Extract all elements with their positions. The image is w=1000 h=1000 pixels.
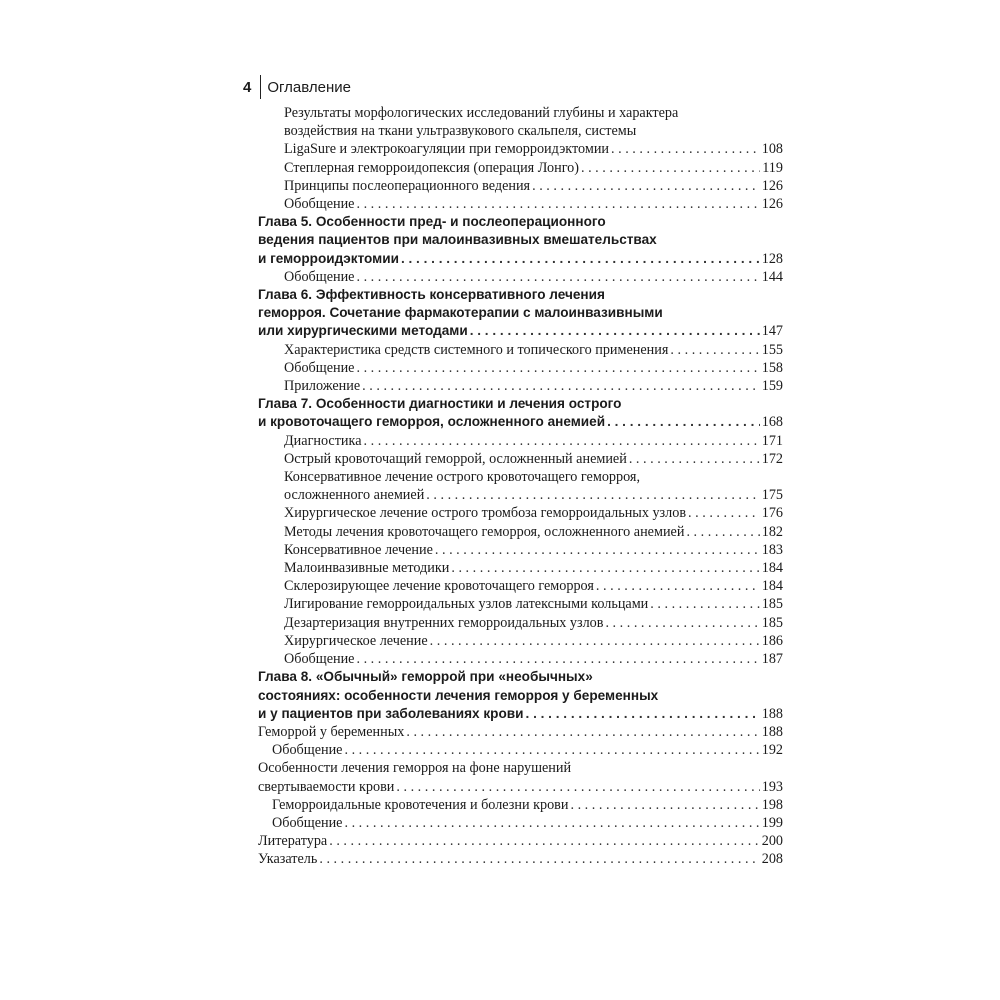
toc-page-number: 200 [761,833,783,850]
toc-entry [258,832,783,850]
toc-page-number: 199 [761,814,783,831]
dot-leader [435,541,760,559]
toc-entry [258,632,783,650]
dot-leader [688,504,760,522]
toc-page-number: 147 [761,323,783,340]
toc-page-number: 192 [761,742,783,759]
toc-entry [258,523,783,541]
toc-page-number: 188 [761,723,783,740]
toc-page-number: 185 [761,596,783,613]
toc-page-number: 126 [761,196,783,213]
toc-page-number: 184 [761,560,783,577]
toc-entry-title-line: Указатель [258,851,318,868]
toc-entry-title-line: Хирургическое лечение [284,632,428,649]
toc-entry-title-line: Степлерная геморроидопексия (операция Лонго) [284,159,579,176]
toc-page-number: 108 [761,141,783,158]
toc-entry [258,104,783,159]
toc-entry-title-line: Обобщение [284,268,355,285]
dot-leader [426,486,759,504]
toc-page-number: 119 [762,159,783,176]
dot-leader [570,796,759,814]
toc-entry-title-line: Геморрой у беременных [258,723,405,740]
toc-entry [258,850,783,868]
toc-entry [258,268,783,286]
dot-leader [605,614,759,632]
dot-leader [430,632,760,650]
toc-entry-title-line: Глава 8. «Обычный» геморрой при «необычных» [258,669,593,685]
toc-entry-title-line: Обобщение [284,196,355,213]
toc-entry-title-line: Обобщение [284,359,355,376]
dot-leader [470,322,760,340]
toc-entry-title-line: Литература [258,833,328,850]
toc-entry-title-line: и кровоточащего геморроя, осложненного анемией [258,414,606,430]
toc-entry-title-line: Обобщение [272,814,343,831]
toc-entry-title-line: Склерозирующее лечение кровоточащего геморроя [284,578,594,595]
dot-leader [629,450,760,468]
toc-page-number: 193 [761,778,783,795]
toc-page-number: 175 [761,487,783,504]
toc-entry-title-line: Острый кровоточащий геморрой, осложненный анемией [284,450,627,467]
toc-page-number: 172 [761,450,783,467]
toc-entry [258,650,783,668]
toc-page-number: 155 [761,341,783,358]
dot-leader [362,377,760,395]
toc-entry-title-line: Диагностика [284,432,362,449]
toc-entry [258,577,783,595]
toc-entry [258,359,783,377]
toc-entry [258,595,783,613]
toc-page-number: 185 [761,614,783,631]
toc-entry [258,341,783,359]
page-number: 4 [243,78,252,96]
toc-entry-title-line: и у пациентов при заболеваниях крови [258,705,524,721]
dot-leader [581,159,760,177]
dot-leader [596,577,760,595]
toc-entry-title-line: воздействия на ткани ультразвукового скальпеля, системы [284,123,637,140]
dot-leader [344,741,759,759]
toc-page-number: 208 [761,851,783,868]
dot-leader [686,523,759,541]
dot-leader [356,359,759,377]
toc-entry-title-line: Дезартеризация внутренних геморроидальных узлов [284,614,604,631]
toc-page-number: 187 [761,651,783,668]
toc-entry [258,559,783,577]
dot-leader [406,723,759,741]
dot-leader [607,413,760,431]
toc-entry-title-line: Глава 5. Особенности пред- и послеоперационного [258,214,606,230]
running-header [243,74,351,100]
toc-page-number: 198 [761,796,783,813]
toc-entry-title-line: Методы лечения кровоточащего геморроя, осложненного анемией [284,523,685,540]
toc-entry-title-line: Геморроидальные кровотечения и болезни крови [272,796,569,813]
dot-leader [356,195,759,213]
toc-entry-title-line: геморроя. Сочетание фармакотерапии с малоинвазивными [258,305,663,321]
table-of-contents [258,104,783,869]
toc-entry-title-line: Малоинвазивные методики [284,560,450,577]
dot-leader [356,268,759,286]
toc-entry [258,432,783,450]
toc-entry [258,741,783,759]
toc-entry [258,159,783,177]
toc-page-number: 128 [761,250,783,267]
toc-entry-title-line: или хирургическими методами [258,323,468,339]
toc-entry-title-line: Глава 6. Эффективность консервативного лечения [258,287,605,303]
toc-chapter-entry [258,286,783,341]
toc-chapter-entry [258,213,783,268]
toc-entry-title-line: свертываемости крови [258,778,395,795]
toc-entry-title-line: Приложение [284,378,361,395]
toc-page-number: 171 [761,432,783,449]
toc-page-number: 158 [761,359,783,376]
toc-page-number: 184 [761,578,783,595]
toc-page-number: 183 [761,541,783,558]
toc-entry-title-line: Особенности лечения геморроя на фоне нарушений [258,760,572,777]
toc-entry [258,541,783,559]
toc-entry-title-line: Консервативное лечение острого кровоточащего геморроя, [284,469,641,486]
dot-leader [319,850,759,868]
dot-leader [650,595,759,613]
toc-entry [258,377,783,395]
toc-chapter-entry [258,395,783,431]
toc-entry [258,723,783,741]
toc-entry-title-line: Результаты морфологических исследований глубины и характера [284,105,679,121]
dot-leader [356,650,759,668]
toc-page-number: 186 [761,632,783,649]
toc-page-number: 159 [761,378,783,395]
toc-entry-title-line: и геморроидэктомии [258,250,399,266]
toc-entry [258,759,783,795]
toc-entry-title-line: Лигирование геморроидальных узлов латексными кольцами [284,596,649,613]
dot-leader [364,432,760,450]
toc-entry-title-line: состояниях: особенности лечения геморроя у беременных [258,687,659,703]
dot-leader [670,341,759,359]
toc-page-number: 144 [761,268,783,285]
toc-entry-title-line: LigaSure и электрокоагуляции при геморроидэктомии [284,141,610,158]
toc-entry [258,195,783,213]
toc-entry [258,504,783,522]
dot-leader [526,705,760,723]
toc-entry [258,468,783,504]
dot-leader [451,559,759,577]
toc-chapter-entry [258,668,783,723]
dot-leader [344,814,759,832]
toc-entry [258,814,783,832]
toc-entry-title-line: Характеристика средств системного и топического применения [284,341,669,358]
running-title: Оглавление [267,78,351,96]
toc-entry [258,177,783,195]
dot-leader [396,778,759,796]
toc-entry-title-line: Глава 7. Особенности диагностики и лечения острого [258,396,622,412]
toc-entry [258,796,783,814]
toc-entry-title-line: Хирургическое лечение острого тромбоза геморроидальных узлов [284,505,687,522]
toc-entry-title-line: ведения пациентов при малоинвазивных вмешательствах [258,232,657,248]
toc-entry-title-line: осложненного анемией [284,487,425,504]
toc-entry-title-line: Консервативное лечение [284,541,433,558]
toc-entry-title-line: Обобщение [284,651,355,668]
toc-page-number: 182 [761,523,783,540]
dot-leader [532,177,760,195]
toc-page-number: 168 [761,414,783,431]
toc-entry [258,450,783,468]
toc-page-number: 188 [761,705,783,722]
dot-leader [611,140,760,158]
toc-entry-title-line: Принципы послеоперационного ведения [284,177,531,194]
dot-leader [401,250,760,268]
header-divider [260,75,261,99]
toc-entry [258,614,783,632]
dot-leader [329,832,759,850]
toc-entry-title-line: Обобщение [272,742,343,759]
toc-page-number: 176 [761,505,783,522]
toc-page-number: 126 [761,177,783,194]
